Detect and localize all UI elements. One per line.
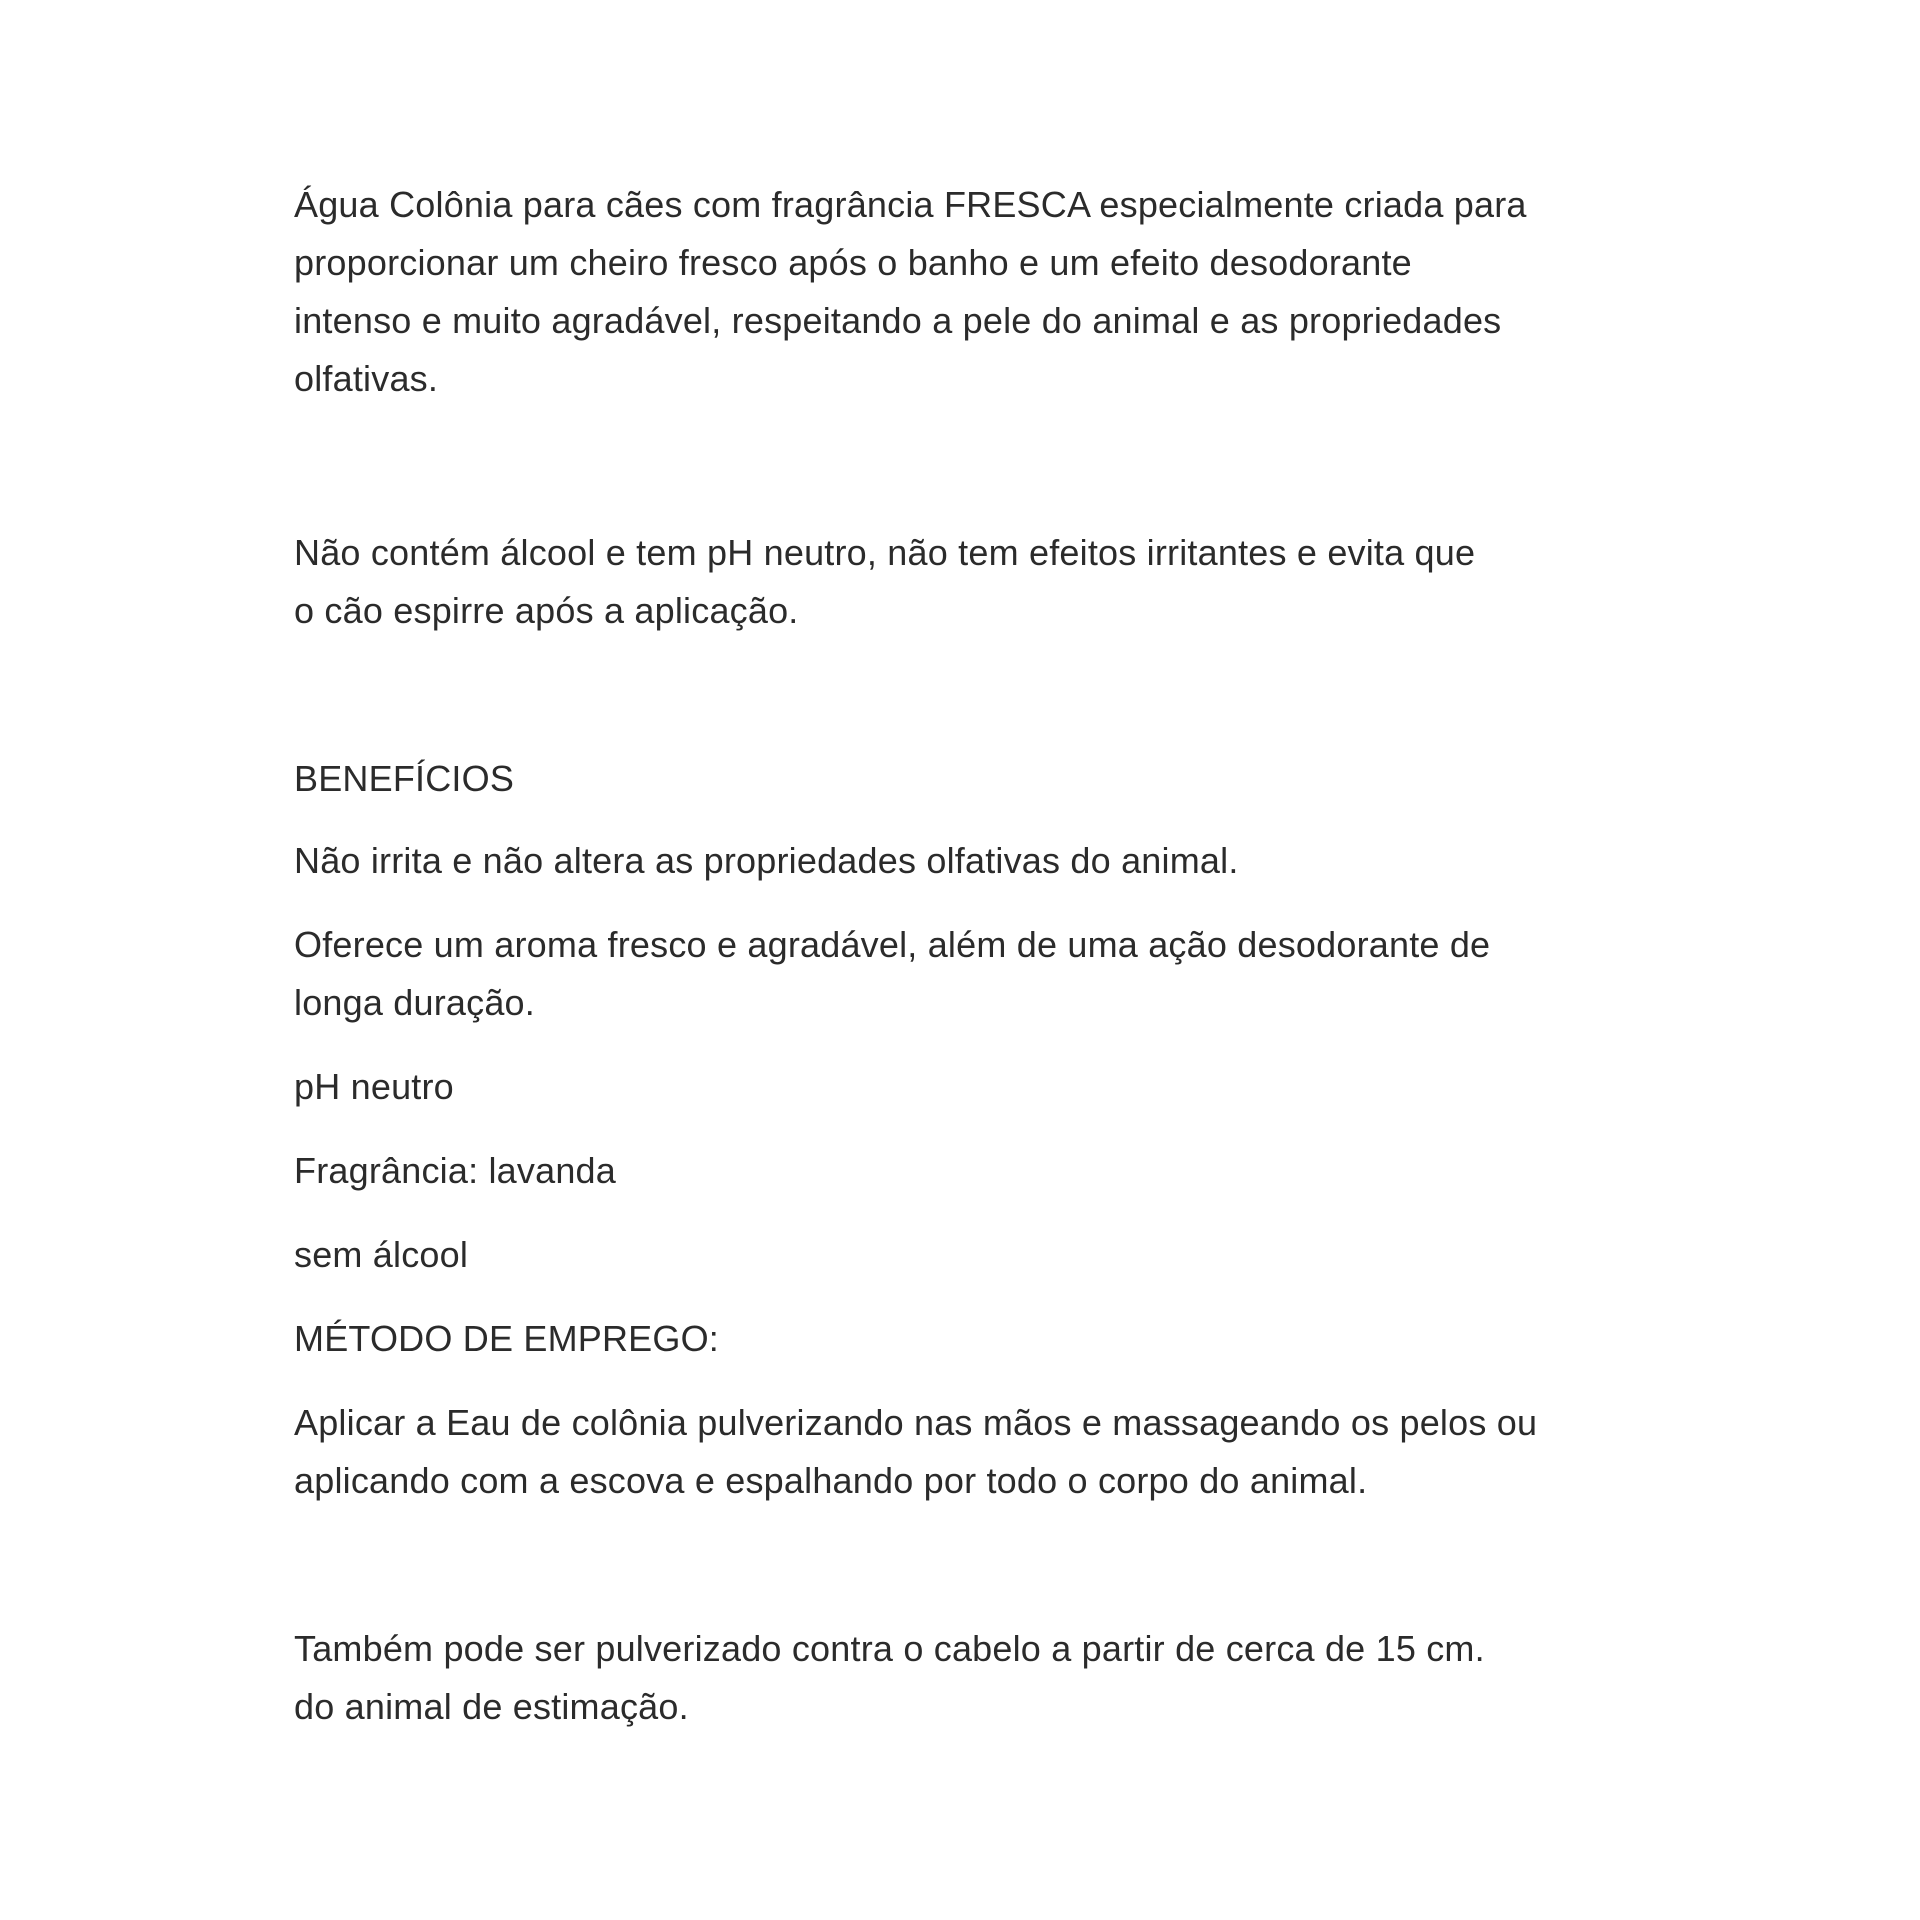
benefit-item: Fragrância: lavanda	[294, 1150, 616, 1191]
spray-paragraph	[294, 1620, 1654, 1736]
benefit-item: sem álcool	[294, 1234, 469, 1275]
method-paragraph	[294, 1394, 1654, 1510]
benefits-heading: BENEFÍCIOS	[294, 758, 515, 799]
benefit-line: longa duração.	[294, 982, 535, 1023]
intro-line: intenso e muito agradável, respeitando a pele do animal e as propriedades	[294, 300, 1502, 341]
intro-paragraph	[294, 176, 1654, 408]
no-alcohol-paragraph	[294, 524, 1654, 640]
spray-line: do animal de estimação.	[294, 1686, 689, 1727]
no-alcohol-line: o cão espirre após a aplicação.	[294, 590, 799, 631]
method-line: Aplicar a Eau de colônia pulverizando nas mãos e massageando os pelos ou	[294, 1402, 1538, 1443]
intro-line: olfativas.	[294, 358, 439, 399]
method-line: aplicando com a escova e espalhando por todo o corpo do animal.	[294, 1460, 1368, 1501]
method-heading: MÉTODO DE EMPREGO:	[294, 1318, 719, 1359]
no-alcohol-line: Não contém álcool e tem pH neutro, não tem efeitos irritantes e evita que	[294, 532, 1476, 573]
benefit-item: pH neutro	[294, 1066, 454, 1107]
spray-line: Também pode ser pulverizado contra o cabelo a partir de cerca de 15 cm.	[294, 1628, 1485, 1669]
intro-line: proporcionar um cheiro fresco após o banho e um efeito desodorante	[294, 242, 1412, 283]
benefit-item: Não irrita e não altera as propriedades olfativas do animal.	[294, 840, 1239, 881]
benefit-line: Oferece um aroma fresco e agradável, além de uma ação desodorante de	[294, 924, 1491, 965]
benefit-item	[294, 916, 1654, 1032]
intro-line: Água Colônia para cães com fragrância FRESCA especialmente criada para	[294, 184, 1527, 225]
